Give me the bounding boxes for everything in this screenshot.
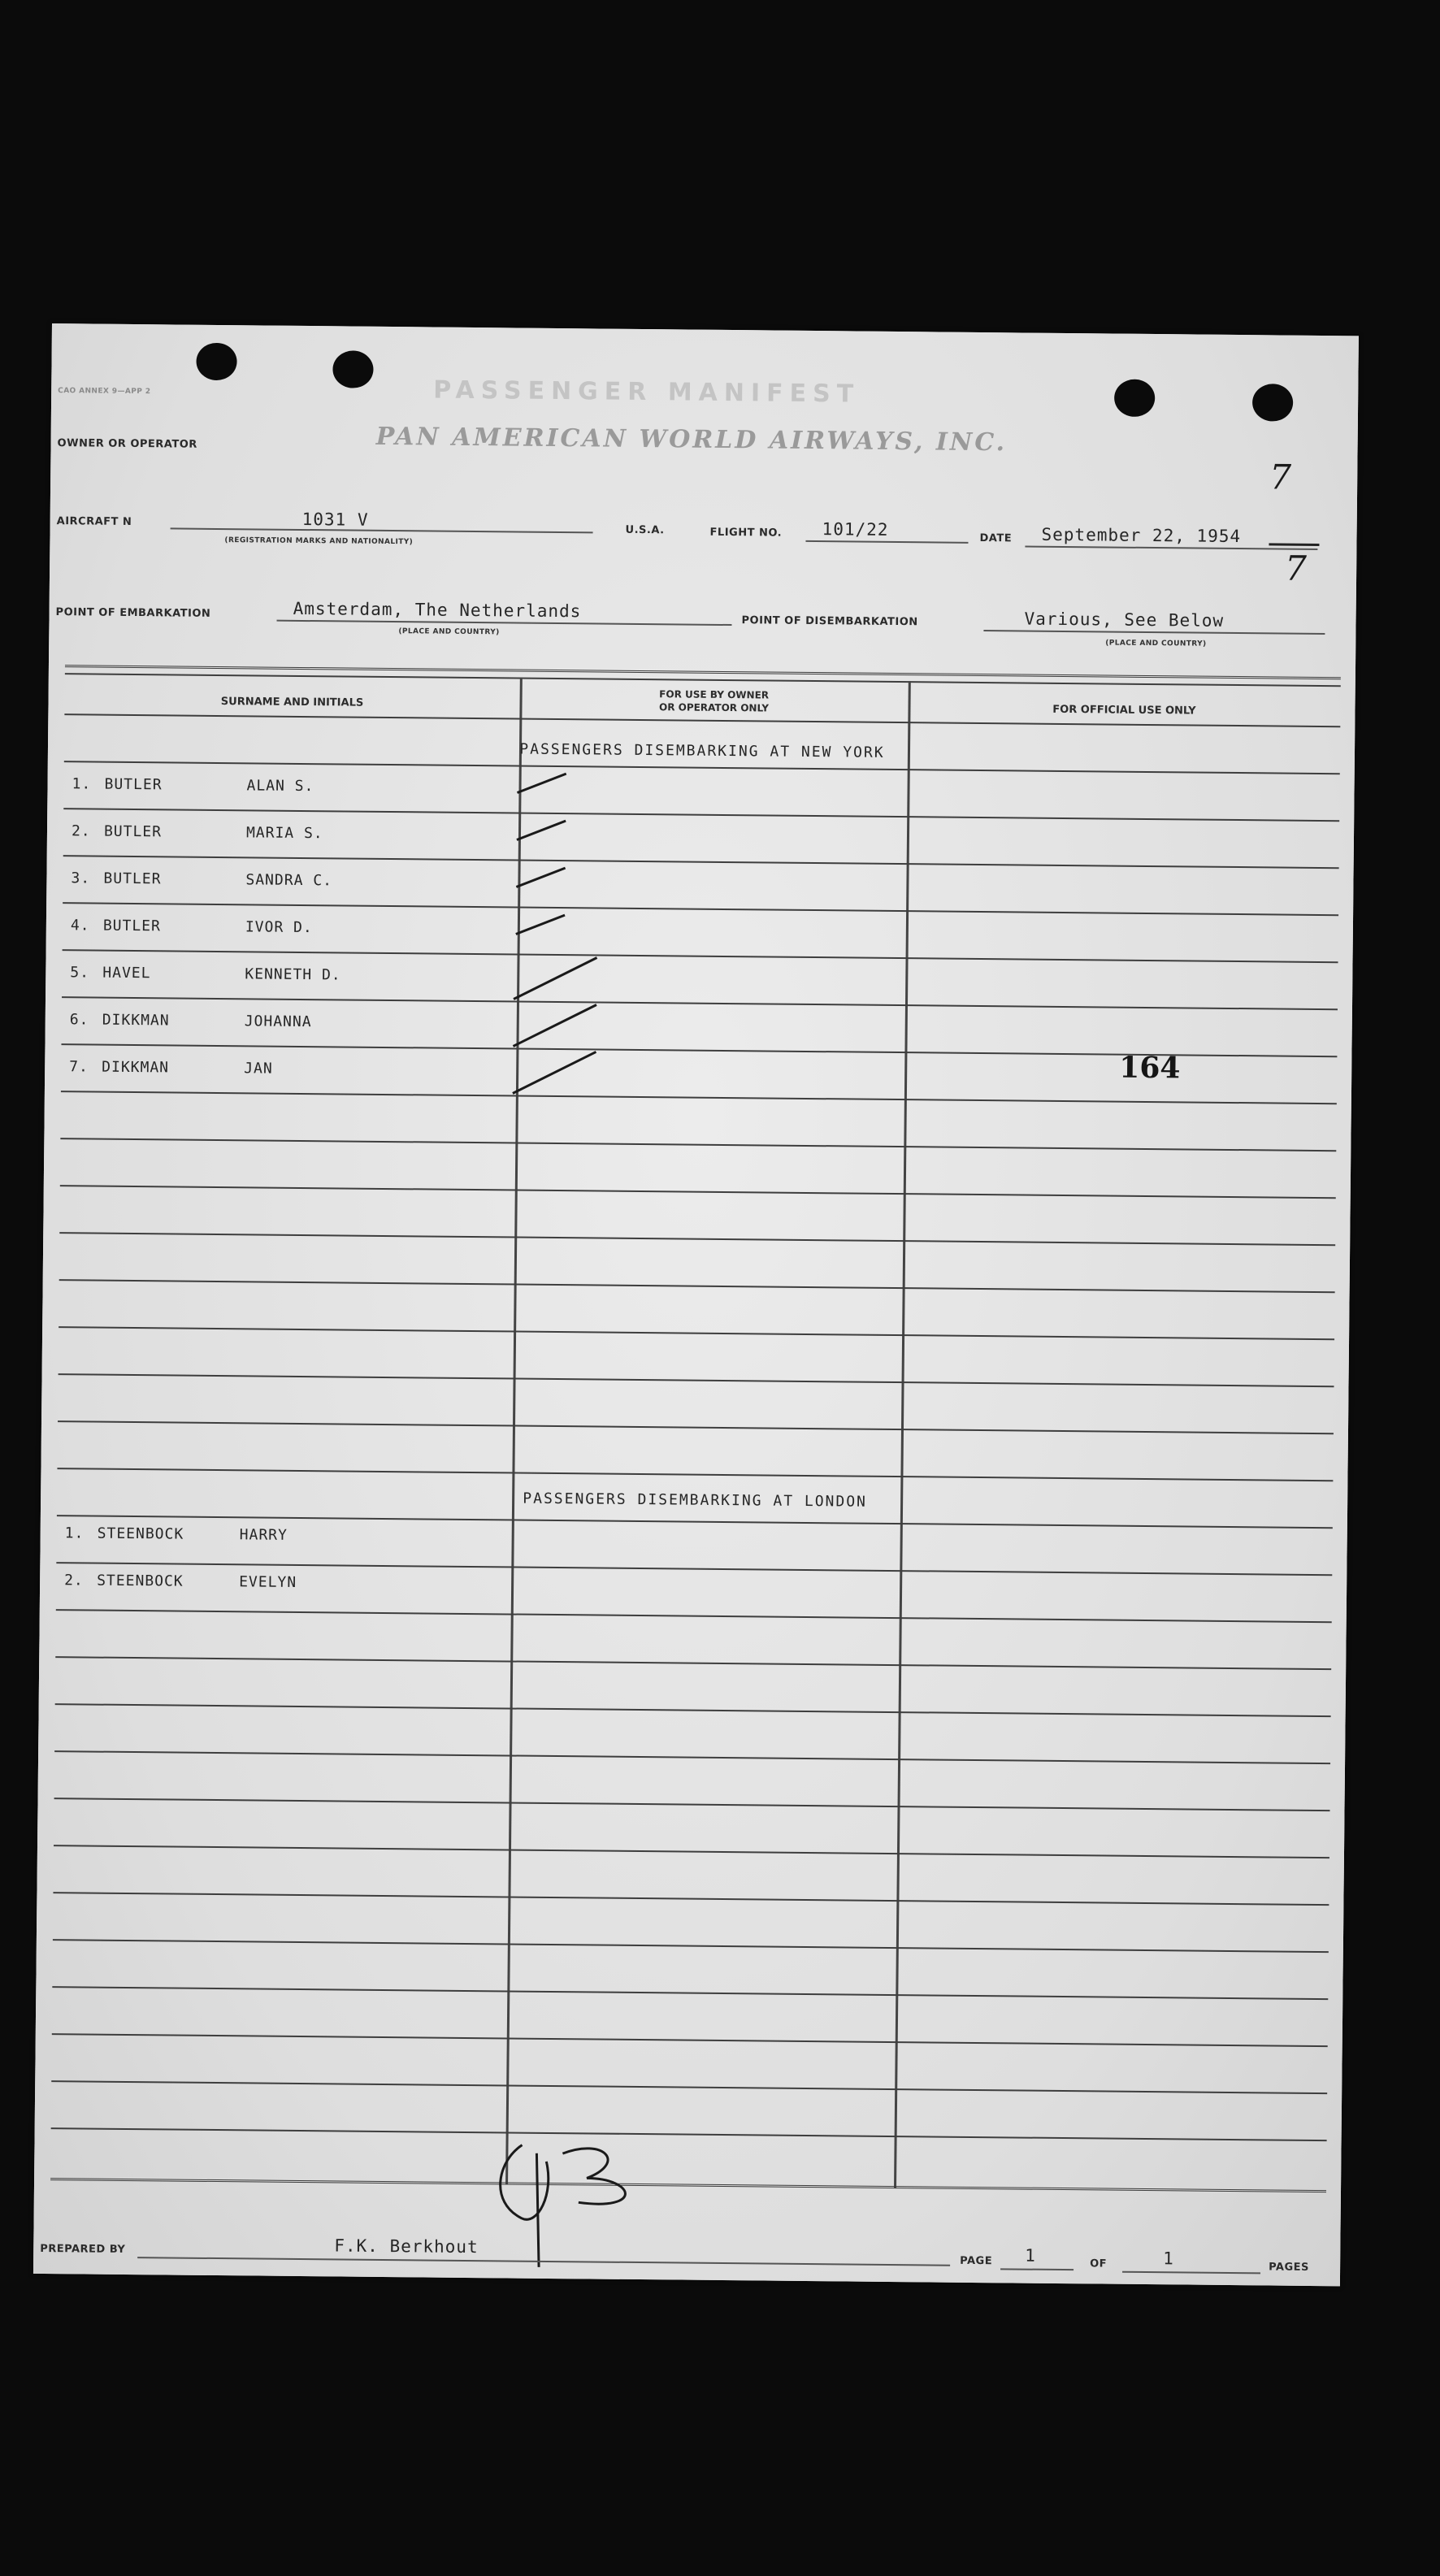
table-row-rule (54, 1845, 1329, 1858)
passenger-given-name: EVELYN (239, 1573, 297, 1591)
check-tick-icon (508, 859, 606, 909)
col-header-surname: SURNAME AND INITIALS (220, 696, 364, 709)
passenger-number: 4. (70, 917, 90, 935)
table-row-rule (51, 2080, 1327, 2094)
punch-hole-icon (1252, 384, 1293, 421)
punch-hole-icon (332, 350, 373, 388)
passenger-number: 6. (69, 1011, 89, 1029)
form-title: PASSENGER MANIFEST (433, 375, 861, 409)
col-header-owner-line1: FOR USE BY OWNER (659, 688, 770, 701)
prepared-by-value: F.K. Berkhout (334, 2236, 479, 2257)
of-label: OF (1090, 2257, 1108, 2270)
check-tick-icon (508, 906, 606, 956)
handwritten-dash (1269, 543, 1319, 546)
table-row-rule (55, 1703, 1331, 1717)
check-tick-icon (509, 765, 607, 814)
table-row-rule (53, 1939, 1329, 1953)
section-heading-london: PASSENGERS DISEMBARKING AT LONDON (523, 1490, 868, 1511)
passenger-name (69, 1058, 273, 1077)
passenger-surname: DIKKMAN (102, 1058, 170, 1077)
date-fill-line (1025, 546, 1317, 550)
flight-label: FLIGHT NO. (709, 526, 783, 540)
passenger-name (71, 870, 332, 889)
passenger-given-name: HARRY (239, 1526, 288, 1544)
passenger-name (71, 917, 313, 936)
check-tick-icon (509, 812, 607, 861)
passenger-name (70, 1011, 312, 1030)
passenger-given-name: ALAN S. (246, 777, 314, 796)
table-row-rule (52, 2033, 1328, 2047)
of-value: 1 (1163, 2249, 1174, 2269)
passenger-given-name: IVOR D. (245, 918, 313, 937)
official-stamp-number: 164 (1119, 1050, 1181, 1086)
passenger-name (70, 964, 341, 983)
of-fill-line (1122, 2271, 1260, 2275)
passenger-surname: BUTLER (102, 917, 162, 935)
aircraft-value: 1031 V (301, 509, 369, 530)
embarkation-sub-label: (PLACE AND COUNTRY) (398, 627, 500, 637)
passenger-name (64, 1572, 297, 1591)
punch-hole-icon (196, 343, 236, 380)
disembarkation-value: Various, See Below (1024, 609, 1225, 631)
table-row-rule (52, 1986, 1328, 2000)
table-row-rule (54, 1798, 1330, 1811)
passenger-surname: BUTLER (103, 822, 163, 841)
owner-value: PAN AMERICAN WORLD AIRWAYS, INC. (375, 422, 1008, 458)
disembarkation-label: POINT OF DISEMBARKATION (741, 614, 918, 629)
passenger-surname: BUTLER (103, 870, 162, 888)
passenger-surname: STEENBOCK (97, 1524, 184, 1543)
date-value: September 22, 1954 (1041, 524, 1242, 547)
passenger-number: 3. (71, 870, 91, 887)
passenger-given-name: MARIA S. (245, 824, 323, 843)
passenger-given-name: JAN (244, 1060, 273, 1078)
handwritten-initials-icon (488, 2128, 669, 2276)
handwritten-mark-top-1: 7 (1269, 457, 1292, 497)
passenger-number: 5. (70, 964, 90, 982)
passenger-number: 7. (69, 1058, 89, 1076)
passenger-number: 2. (71, 822, 91, 840)
passenger-name (65, 1524, 288, 1544)
passenger-given-name: SANDRA C. (245, 871, 333, 890)
table-row-rule (59, 1232, 1335, 1246)
flight-value: 101/22 (822, 519, 889, 540)
passenger-table (50, 665, 1341, 2192)
handwritten-mark-top-2: 7 (1284, 548, 1308, 588)
aircraft-label: AIRCRAFT N (56, 515, 132, 528)
page-fill-line (1000, 2268, 1073, 2270)
embarkation-value: Amsterdam, The Netherlands (293, 598, 582, 622)
passenger-name (72, 822, 323, 842)
table-row-rule (60, 1185, 1336, 1199)
table-row-rule (60, 1138, 1336, 1151)
form-corner-note: CAO ANNEX 9—APP 2 (58, 387, 151, 397)
passenger-given-name: JOHANNA (244, 1013, 312, 1031)
manifest-sheet (33, 323, 1359, 2286)
passenger-surname: HAVEL (102, 964, 151, 982)
embarkation-fill-line (276, 620, 731, 626)
passenger-surname: DIKKMAN (102, 1011, 170, 1030)
table-row-rule (54, 1750, 1330, 1764)
flight-fill-line (805, 540, 968, 544)
table-row-rule (58, 1420, 1334, 1434)
table-row-rule (55, 1656, 1331, 1670)
owner-label: OWNER OR OPERATOR (57, 437, 197, 451)
table-row-rule (59, 1279, 1335, 1293)
passenger-number: 2. (64, 1572, 84, 1589)
table-row-rule (57, 1468, 1333, 1481)
prepared-by-label: PREPARED BY (40, 2242, 126, 2256)
col-header-owner-line2: OR OPERATOR ONLY (658, 701, 770, 714)
punch-hole-icon (1114, 379, 1155, 417)
passenger-number: 1. (64, 1524, 85, 1542)
table-row-rule (53, 1892, 1329, 1906)
page-value: 1 (1025, 2245, 1037, 2266)
aircraft-fill-line (171, 527, 593, 533)
page-label: PAGE (960, 2254, 993, 2268)
pages-label: PAGES (1269, 2261, 1309, 2274)
passenger-surname: STEENBOCK (97, 1572, 184, 1590)
passenger-number: 1. (72, 775, 92, 793)
check-tick-icon (506, 1047, 605, 1097)
check-tick-icon (507, 953, 605, 1003)
table-bottom-rule (50, 2178, 1326, 2196)
passenger-given-name: KENNETH D. (245, 965, 341, 984)
aircraft-sub-label: (REGISTRATION MARKS AND NATIONALITY) (224, 536, 414, 547)
usa-label: U.S.A. (625, 523, 665, 537)
disembarkation-sub-label: (PLACE AND COUNTRY) (1105, 639, 1207, 648)
table-row-rule (51, 2127, 1327, 2141)
check-tick-icon (506, 1000, 605, 1050)
table-row-rule (59, 1326, 1334, 1340)
col-header-official: FOR OFFICIAL USE ONLY (1052, 703, 1196, 718)
passenger-name (72, 775, 314, 795)
disembarkation-fill-line (983, 630, 1325, 635)
date-label: DATE (979, 531, 1013, 545)
embarkation-label: POINT OF EMBARKATION (55, 606, 211, 620)
section-heading-new-york: PASSENGERS DISEMBARKING AT NEW YORK (519, 740, 885, 761)
passenger-surname: BUTLER (104, 775, 163, 794)
table-row-rule (59, 1373, 1334, 1387)
